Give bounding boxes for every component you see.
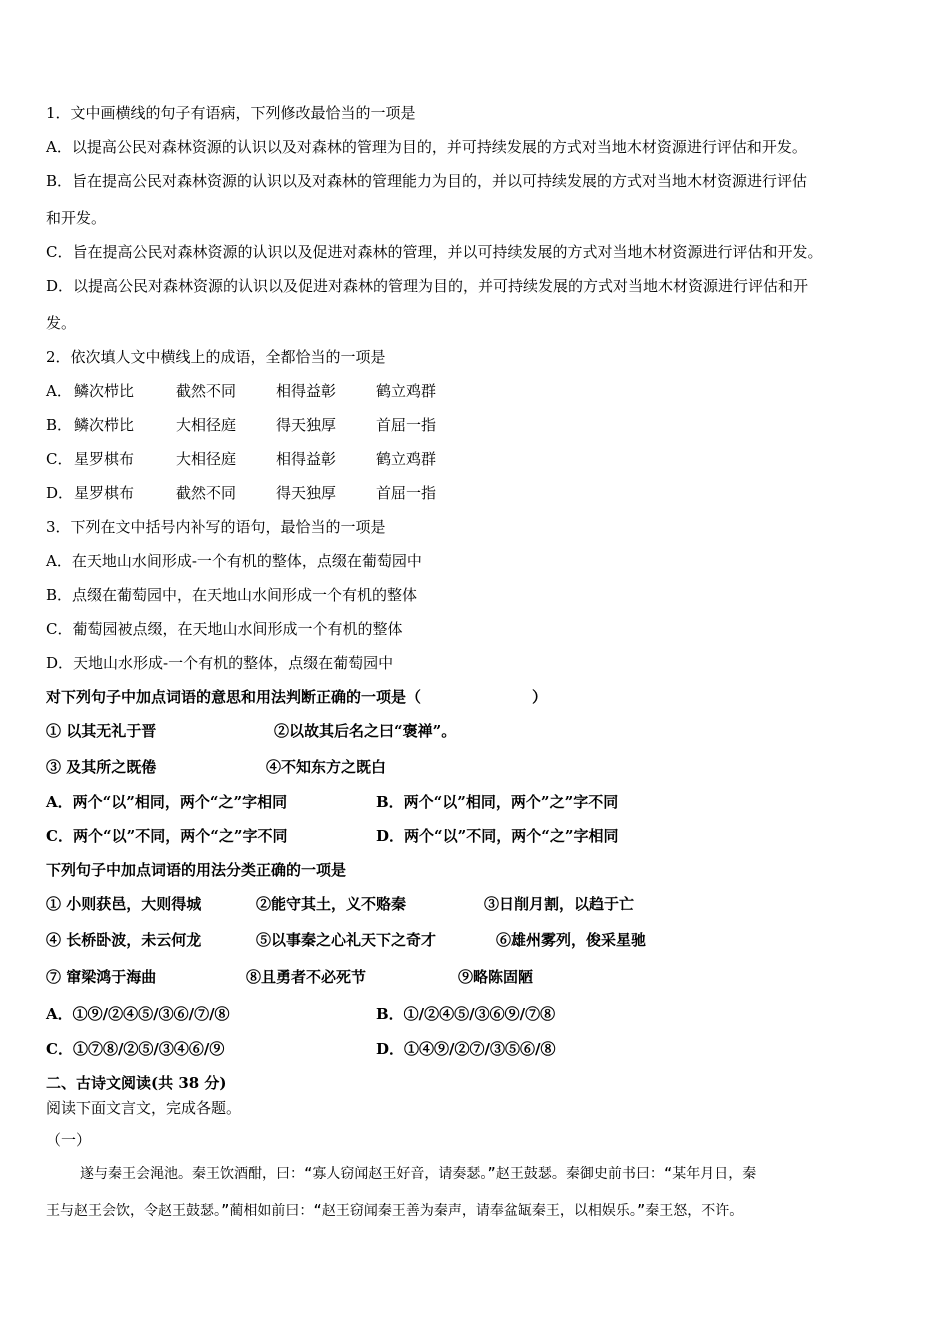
q5-sentence-4: ④ 长桥卧波，未云何龙 (46, 931, 202, 949)
q5-sentence-6: ⑥雄州雾列，俊采星驰 (496, 931, 647, 949)
q2-idiom-2: 大相径庭 (176, 416, 237, 434)
q2-option-label: D． (46, 484, 74, 502)
q2-idiom-2: 大相径庭 (176, 450, 237, 468)
q2-idiom-4: 首屈一指 (376, 416, 437, 434)
q4-option-a: A．两个“以”相同，两个“之”字相同 (46, 793, 288, 811)
q5-sentence-5: ⑤以事秦之心礼天下之奇才 (256, 931, 437, 949)
q4-sentence-2: ②以故其后名之曰“褒禅”。 (274, 722, 457, 740)
q5-sentence-8: ⑧且勇者不必死节 (246, 968, 367, 986)
q5-sentence-7: ⑦ 窜梁鸿于海曲 (46, 968, 157, 986)
q5-sentence-3: ③日削月割，以趋于亡 (484, 895, 635, 913)
q5-option-d: D．①④⑨/②⑦/③⑤⑥/⑧ (376, 1040, 556, 1058)
q2-idiom-3: 得天独厚 (276, 416, 337, 434)
q1-option-d-line2: 发。 (46, 314, 77, 332)
q3-option-c: C．葡萄园被点缀，在天地山水间形成一个有机的整体 (46, 620, 403, 638)
q1-option-a: A．以提高公民对森林资源的认识以及对森林的管理为目的，并可持续发展的方式对当地木材资源进行评估和开发。 (46, 138, 807, 156)
q1-option-b-line1: B．旨在提高公民对森林资源的认识以及对森林的管理能力为目的，并以可持续发展的方式对当地木材资源进行评估 (46, 172, 808, 190)
q2-idiom-3: 得天独厚 (276, 484, 337, 502)
q3-option-d: D．天地山水形成-一个有机的整体，点缀在葡萄园中 (46, 654, 394, 672)
q4-option-d: D．两个“以”不同，两个“之”字相同 (376, 827, 619, 845)
q2-idiom-2: 截然不同 (176, 382, 237, 400)
q2-stem: 2．依次填人文中横线上的成语，全都恰当的一项是 (46, 348, 386, 366)
q3-option-b: B．点缀在葡萄园中，在天地山水间形成一个有机的整体 (46, 586, 418, 604)
q1-option-b-line2: 和开发。 (46, 209, 107, 227)
q2-idiom-4: 鹤立鸡群 (376, 382, 437, 400)
q4-option-c: C．两个“以”不同，两个“之”字不同 (46, 827, 288, 845)
q4-option-b: B．两个“以”相同，两个”之”字不同 (376, 793, 619, 811)
section-instruction: 阅读下面文言文，完成各题。 (46, 1099, 242, 1117)
section-part-label: （一） (46, 1131, 92, 1149)
q5-option-a: A．①⑨/②④⑤/③⑥/⑦/⑧ (46, 1005, 230, 1023)
q2-option-label: A． (46, 382, 72, 400)
q2-option-label: C． (46, 450, 73, 468)
q2-idiom-1: 星罗棋布 (74, 484, 135, 502)
q3-stem: 3．下列在文中括号内补写的语句，最恰当的一项是 (46, 518, 386, 536)
q2-idiom-3: 相得益彰 (276, 450, 337, 468)
q2-idiom-4: 首屈一指 (376, 484, 437, 502)
q5-sentence-1: ① 小则获邑，大则得城 (46, 895, 202, 913)
q3-option-a: A．在天地山水间形成-一个有机的整体，点缀在葡萄园中 (46, 552, 422, 570)
q1-option-d-line1: D．以提高公民对森林资源的认识以及促进对森林的管理为目的，并可持续发展的方式对当地木材资源进行评估和开 (46, 277, 809, 295)
q4-sentence-1: ① 以其无礼于晋 (46, 722, 157, 740)
q1-stem: 1．文中画横线的句子有语病，下列修改最恰当的一项是 (46, 104, 416, 122)
q4-stem-end: ） (532, 688, 548, 706)
q2-idiom-1: 星罗棋布 (74, 450, 135, 468)
section-heading: 二、古诗文阅读(共 38 分) (46, 1074, 227, 1092)
q2-idiom-1: 鳞次栉比 (74, 382, 135, 400)
q1-option-c: C．旨在提高公民对森林资源的认识以及促进对森林的管理，并以可持续发展的方式对当地木材资源进行评估和开发。 (46, 243, 823, 261)
classical-text-line-2: 王与赵王会饮，令赵王鼓瑟。”蔺相如前曰：“赵王窃闻秦王善为秦声，请奉盆缻秦王，以相娱乐。”秦王怒，不许。 (46, 1203, 744, 1219)
q5-option-b: B．①/②④⑤/③⑥⑨/⑦⑧ (376, 1005, 556, 1023)
q4-sentence-4: ④不知东方之既白 (266, 758, 387, 776)
q5-sentence-2: ②能守其土，义不赂秦 (256, 895, 407, 913)
classical-text-line-1: 遂与秦王会渑池。秦王饮酒酣，曰：“寡人窃闻赵王好音，请奏瑟。”赵王鼓瑟。秦御史前书曰：“某年月日，秦 (80, 1166, 757, 1182)
q4-stem: 对下列句子中加点词语的意思和用法判断正确的一项是（ (46, 688, 422, 706)
q5-sentence-9: ⑨略陈固陋 (458, 968, 534, 986)
q5-option-c: C．①⑦⑧/②⑤/③④⑥/⑨ (46, 1040, 225, 1058)
q2-idiom-2: 截然不同 (176, 484, 237, 502)
q4-sentence-3: ③ 及其所之既倦 (46, 758, 157, 776)
q2-idiom-3: 相得益彰 (276, 382, 337, 400)
q2-option-label: B． (46, 416, 73, 434)
q5-stem: 下列句子中加点词语的用法分类正确的一项是 (46, 861, 347, 879)
q2-idiom-4: 鹤立鸡群 (376, 450, 437, 468)
q2-idiom-1: 鳞次栉比 (74, 416, 135, 434)
